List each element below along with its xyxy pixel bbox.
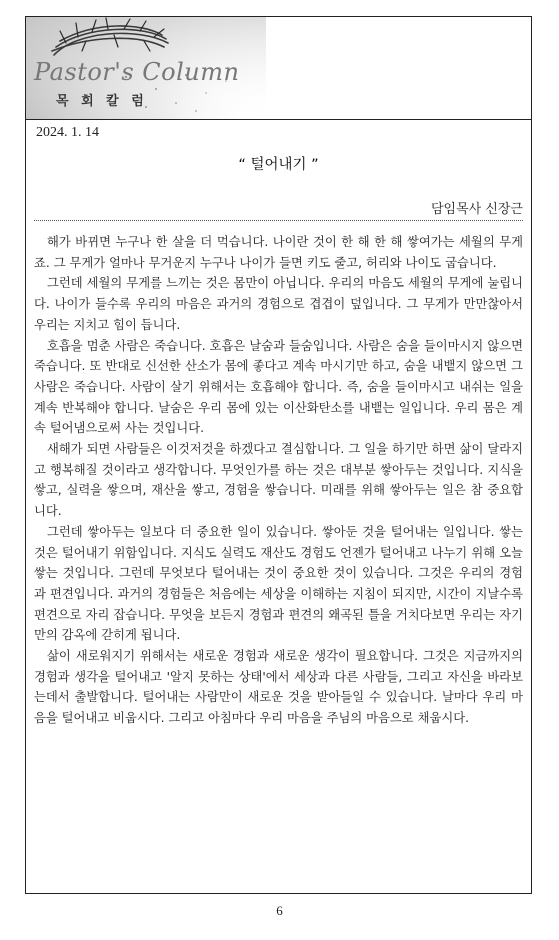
column-brand-subtitle: 목 회 칼 럼 xyxy=(56,94,148,109)
body-paragraph: 삶이 새로워지기 위해서는 새로운 경험과 새로운 생각이 필요합니다. 그것은 지금까지의 경험과 생각을 털어내고 '알지 못하는 상태'에서 세상과 다른 사람들, 그리고 자신을 바라보는데서 출발합니다. 털어내는 사람만이 새로운 것을 받아들일 수 있습니다. 날마다 우리 마음을 털어내고 비웁시다. 그리고 아침마다 우리 마음을 주님의 마음으로 채웁시다. xyxy=(34,649,523,726)
column-title: “ 털어내기 ” xyxy=(238,157,319,173)
column-header xyxy=(26,17,531,120)
column-frame xyxy=(25,16,532,894)
column-author: 담임목사 신장근 xyxy=(430,202,523,217)
column-body xyxy=(34,232,523,729)
body-paragraph: 호흡을 멈춘 사람은 죽습니다. 호흡은 날숨과 들숨입니다. 사람은 숨을 들이마시지 않으면 죽습니다. 또 반대로 신선한 산소가 몸에 좋다고 계속 마시기만 하고, 숨을 내뱉지 않으면 그 사람은 죽습니다. 사람이 살기 위해서는 호흡해야 합니다. 즉, 숨을 들이마시고 내쉬는 일을 계속 반복해야 합니다. 날숨은 우리 몸에 있는 이산화탄소를 내뱉는 일입니다. 우리 몸은 계속 털어냄으로써 사는 것입니다. xyxy=(34,338,523,436)
body-paragraph: 그런데 쌓아두는 일보다 더 중요한 일이 있습니다. 쌓아둔 것을 털어내는 일입니다. 쌓는 것은 털어내기 위함입니다. 지식도 실력도 재산도 경험도 언젠가 털어내고 나누기 위해 오늘 쌓는 것입니다. 그런데 무엇보다 털어내는 것이 중요한 것이 있습니다. 그것은 우리의 경험과 편견입니다. 과거의 경험들은 처음에는 세상을 이해하는 지침이 되지만, 시간이 지날수록 편견으로 자리 잡습니다. 무엇을 보든지 경험과 편견의 왜곡된 틀을 거치다보면 우리는 자기만의 감옥에 갇히게 됩니다. xyxy=(34,524,523,643)
body-paragraph: 새해가 되면 사람들은 이것저것을 하겠다고 결심합니다. 그 일을 하기만 하면 삶이 달라지고 행복해질 것이라고 생각합니다. 무엇인가를 하는 것은 대부분 쌓아두는 것입니다. 지식을 쌓고, 실력을 쌓으며, 재산을 쌓고, 경험을 쌓습니다. 미래를 위해 쌓아두는 일은 참 중요합니다. xyxy=(34,442,523,519)
dotted-divider xyxy=(34,220,523,221)
body-paragraph: 해가 바뀌면 누구나 한 살을 더 먹습니다. 나이란 것이 한 해 한 해 쌓여가는 세월의 무게죠. 그 무게가 얼마나 무거운지 누구나 나이가 들면 키도 줄고, 허리와 나이도 굽습니다. xyxy=(34,235,523,270)
column-brand-title: Pastor's Column xyxy=(34,58,240,86)
body-paragraph: 그런데 세월의 무게를 느끼는 것은 몸만이 아닙니다. 우리의 마음도 세월의 무게에 눌립니다. 나이가 들수록 우리의 마음은 과거의 경험으로 겹겹이 덮입니다. 그 무게가 만만찮아서 우리는 지치고 힘이 듭니다. xyxy=(34,276,523,332)
page-number: 6 xyxy=(276,903,283,918)
column-date: 2024. 1. 14 xyxy=(36,125,99,140)
